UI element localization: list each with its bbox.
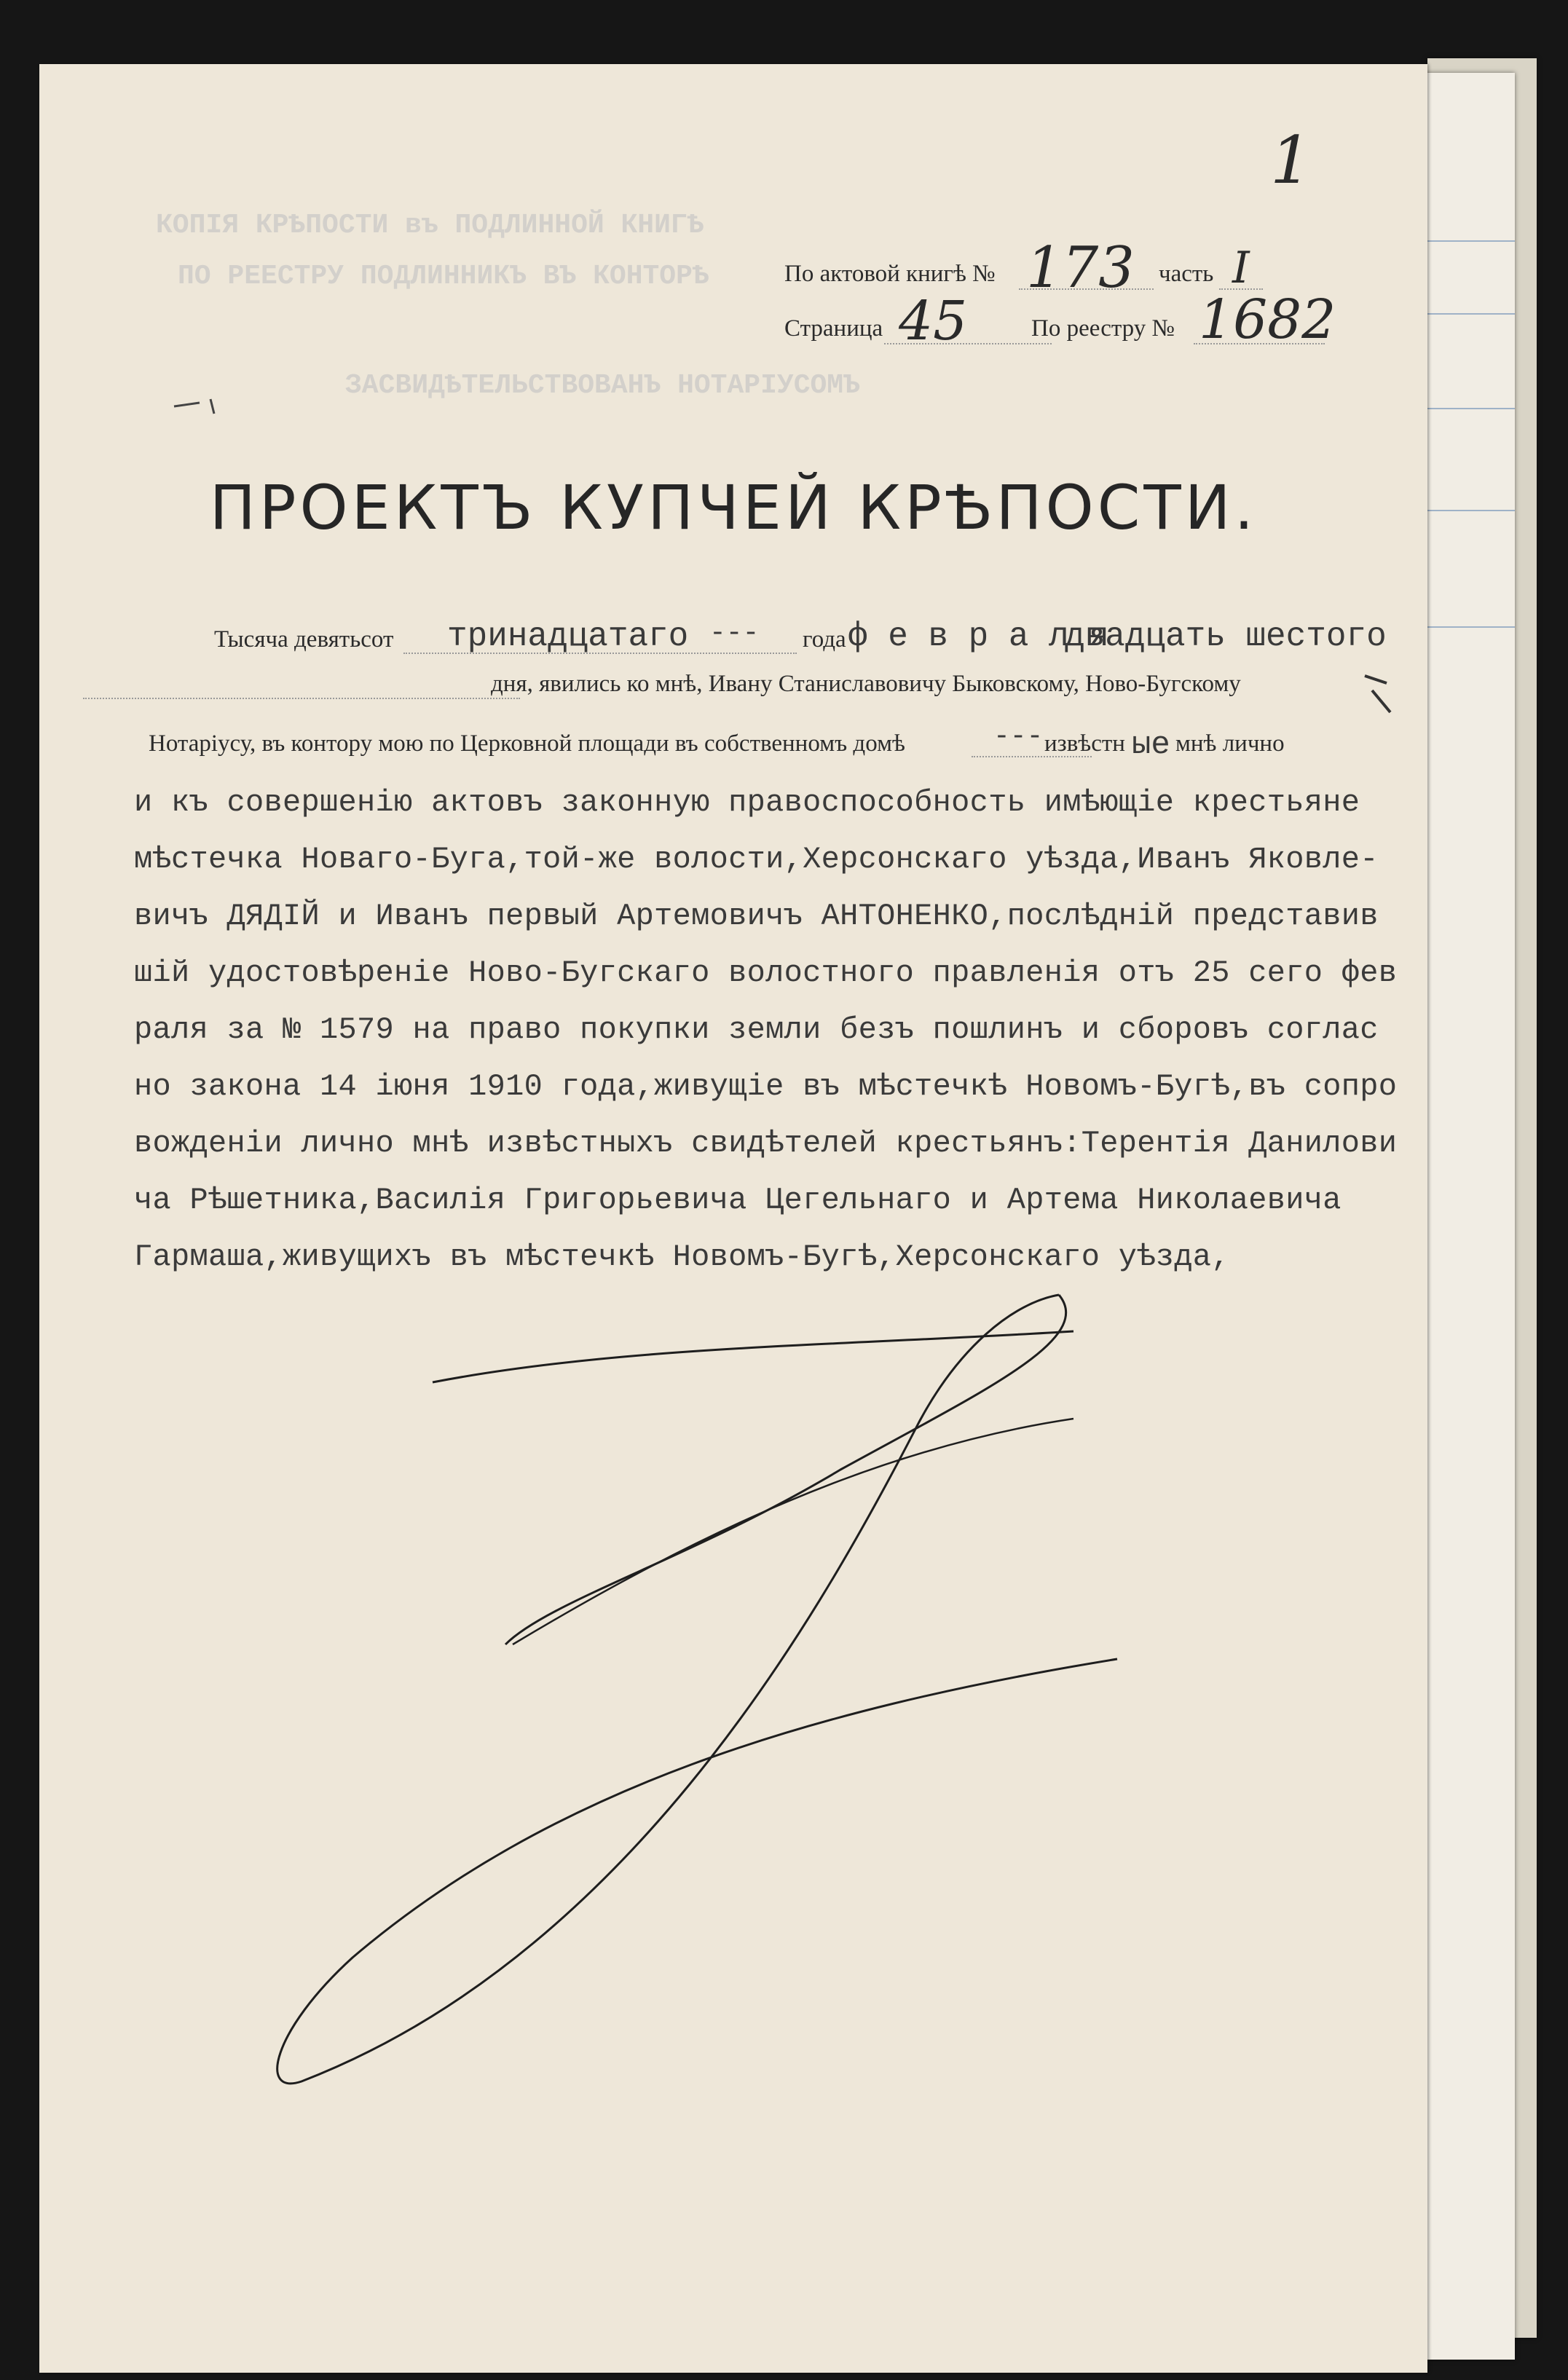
registry-label: По реестру №: [1031, 315, 1175, 342]
body-line: раля за № 1579 на право покупки земли безъ пошлинъ и сборовъ соглас: [134, 1012, 1379, 1047]
body-line: мѣстечка Новаго-Буга,той-же волости,Херсонскаго уѣзда,Иванъ Яковле-: [134, 842, 1379, 877]
bleed-through-line: КОПІЯ КРѢПОСТИ въ ПОДЛИННОЙ КНИГѢ: [156, 210, 704, 241]
day: двадцать шестого: [1065, 618, 1387, 655]
page-label: Страница: [784, 315, 883, 342]
body-line: шій удостовѣреніе Ново-Бугскаго волостного правленія отъ 25 сего фев: [134, 955, 1398, 990]
act-book-label: По актовой книгѣ №: [784, 261, 996, 287]
part-label: часть: [1159, 261, 1214, 287]
part-number: I: [1232, 243, 1250, 293]
body-line: ча Рѣшетника,Василія Григорьевича Цегельнаго и Артема Николаевича: [134, 1183, 1342, 1218]
bleed-through-line: ЗАСВИДѢТЕЛЬСТВОВАНЪ НОТАРІУСОМЪ: [345, 370, 860, 401]
body-line: но закона 14 іюня 1910 года,живущіе въ мѣстечкѣ Новомъ-Бугѣ,въ сопро: [134, 1069, 1398, 1104]
body-line: вожденіи лично мнѣ извѣстныхъ свидѣтелей крестьянъ:Терентія Данилови: [134, 1126, 1398, 1161]
known-label: извѣстн: [1044, 730, 1125, 757]
notary-text: Нотаріусу, въ контору мою по Церковной площади въ собственномъ домѣ: [149, 730, 905, 757]
cancellation-flourish: [39, 64, 1427, 2373]
body-line: и къ совершенію актовъ законную правоспособность имѣющіе крестьяне: [134, 785, 1360, 820]
document-title: ПРОЕКТЪ КУПЧЕЙ КРѢПОСТИ.: [209, 472, 1258, 543]
month: ф е в р а л я: [848, 618, 1109, 655]
year-word: тринадцатаго: [447, 618, 689, 655]
known-suffix: ые: [1132, 727, 1170, 763]
year-label: года: [803, 626, 846, 653]
bleed-through-line: ПО РЕЕСТРУ ПОДЛИННИКЪ ВЪ КОНТОРѢ: [178, 261, 709, 292]
document-page: [39, 64, 1427, 2373]
body-line: вичъ ДЯДІЙ и Иванъ первый Артемовичъ АНТОНЕНКО,послѣдній представив: [134, 899, 1379, 934]
known-dashes: ---: [993, 721, 1044, 752]
corner-page-number: 1: [1270, 122, 1312, 199]
appeared-text: дня, явились ко мнѣ, Ивану Станиславовичу Быковскому, Ново-Бугскому: [491, 671, 1241, 697]
thousand-label: Тысяча девятьсот: [214, 626, 394, 653]
year-dashes: ---: [709, 618, 760, 649]
registry-number: 1682: [1199, 288, 1336, 351]
body-line: Гармаша,живущихъ въ мѣстечкѣ Новомъ-Бугѣ,Херсонскаго уѣзда,: [134, 1240, 1230, 1274]
known-tail: мнѣ лично: [1175, 730, 1285, 757]
act-book-number: 173: [1026, 235, 1135, 301]
page-number: 45: [899, 290, 968, 352]
